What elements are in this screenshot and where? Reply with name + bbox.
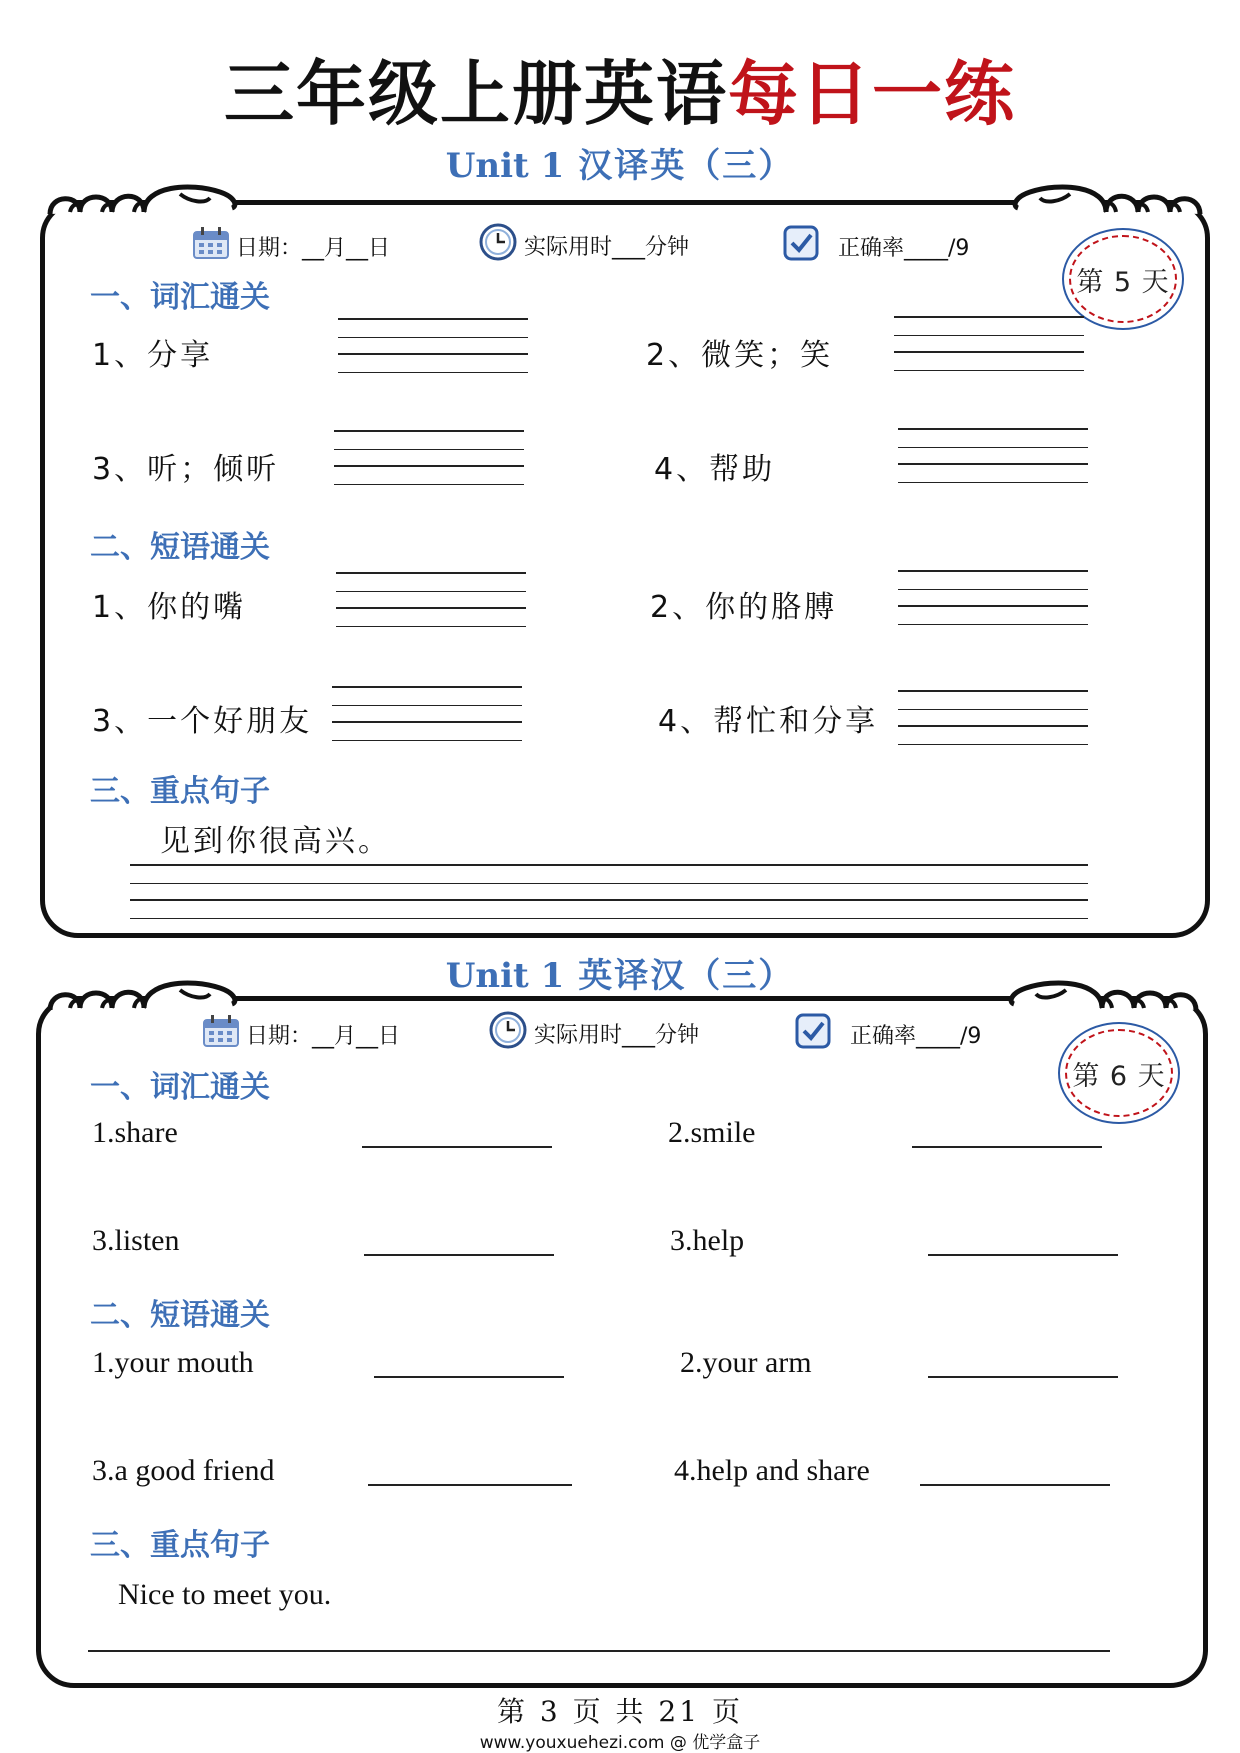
sentence-answer-lines[interactable]	[130, 864, 1088, 919]
answer-line[interactable]	[928, 1254, 1118, 1256]
sheet2-date: 日期：__月__日	[202, 1014, 400, 1054]
answer-line[interactable]	[920, 1484, 1110, 1486]
answer-line[interactable]	[368, 1484, 572, 1486]
sheet2-section-phrases: 二、短语通关	[90, 1298, 270, 1333]
checkbox-icon	[782, 224, 820, 268]
sheet1-vocab-1: 1、分享	[92, 338, 214, 373]
curl-ornament-icon	[1006, 968, 1206, 1028]
answer-line[interactable]	[912, 1146, 1102, 1148]
answer-line[interactable]	[374, 1376, 564, 1378]
clock-icon	[488, 1010, 528, 1056]
answer-lines[interactable]	[894, 316, 1084, 374]
sheet1-unit-cn: 汉译英（三）	[578, 146, 795, 186]
answer-lines[interactable]	[336, 572, 526, 630]
sheet1-time: 实际用时___分钟	[478, 222, 689, 268]
sheet1-unit: Unit 1	[445, 146, 565, 186]
sheet2-phrase-1: 1.your mouth	[92, 1346, 254, 1379]
sheet1-section-sentence: 三、重点句子	[90, 774, 270, 809]
sheet1-section-phrases: 二、短语通关	[90, 530, 270, 565]
sheet2-phrase-3: 3.a good friend	[92, 1454, 275, 1487]
sheet2-sentence: Nice to meet you.	[118, 1578, 332, 1611]
answer-lines[interactable]	[898, 570, 1088, 628]
answer-lines[interactable]	[898, 428, 1088, 486]
answer-line[interactable]	[928, 1376, 1118, 1378]
answer-lines[interactable]	[338, 318, 528, 376]
title-black: 三年级上册英语	[224, 53, 728, 135]
sheet1-accuracy: 正确率____/9	[782, 224, 969, 268]
sheet2-phrase-4: 4.help and share	[674, 1454, 870, 1487]
clock-icon	[478, 222, 518, 268]
curl-ornament-icon	[40, 172, 240, 232]
sentence-answer-line[interactable]	[88, 1650, 1110, 1652]
sheet2-vocab-2: 2.smile	[668, 1116, 756, 1149]
sheet2-section-sentence: 三、重点句子	[90, 1528, 270, 1563]
sheet2-unit: Unit 1	[445, 956, 565, 996]
day-badge: 第 5 天	[1062, 228, 1184, 330]
sheet2-vocab-4: 3.help	[670, 1224, 745, 1257]
sheet1-phrase-2: 2、你的胳膊	[650, 590, 838, 625]
answer-lines[interactable]	[332, 686, 522, 744]
sheet1-sentence: 见到你很高兴。	[160, 824, 391, 859]
page-number: 第 3 页 共 21 页	[497, 1695, 743, 1728]
page-title	[0, 38, 1240, 139]
sheet1-date: 日期：__月__日	[192, 226, 390, 266]
sheet2-phrase-2: 2.your arm	[680, 1346, 812, 1379]
answer-line[interactable]	[364, 1254, 554, 1256]
curl-ornament-icon	[1010, 172, 1210, 232]
sheet1-phrase-3: 3、一个好朋友	[92, 704, 313, 739]
sheet2-accuracy: 正确率____/9	[794, 1012, 981, 1056]
site-link[interactable]: www.youxuehezi.com @ 优学盒子	[479, 1733, 761, 1753]
sheet2-time: 实际用时___分钟	[488, 1010, 699, 1056]
sheet1-phrase-4: 4、帮忙和分享	[658, 704, 879, 739]
answer-line[interactable]	[362, 1146, 552, 1148]
title-red: 每日一练	[728, 53, 1016, 135]
calendar-icon	[192, 226, 230, 266]
sheet2-vocab-1: 1.share	[92, 1116, 178, 1149]
sheet1-section-vocab: 一、词汇通关	[90, 280, 270, 315]
sheet2-vocab-3: 3.listen	[92, 1224, 180, 1257]
sheet2-unit-cn: 英译汉（三）	[578, 956, 795, 996]
day-badge: 第 6 天	[1058, 1022, 1180, 1124]
checkbox-icon	[794, 1012, 832, 1056]
calendar-icon	[202, 1014, 240, 1054]
sheet1-vocab-4: 4、帮助	[654, 452, 776, 487]
sheet1-vocab-3: 3、听；倾听	[92, 452, 280, 487]
sheet2-section-vocab: 一、词汇通关	[90, 1070, 270, 1105]
sheet1-vocab-2: 2、微笑；笑	[646, 338, 834, 373]
answer-lines[interactable]	[334, 430, 524, 488]
sheet1-phrase-1: 1、你的嘴	[92, 590, 247, 625]
answer-lines[interactable]	[898, 690, 1088, 748]
